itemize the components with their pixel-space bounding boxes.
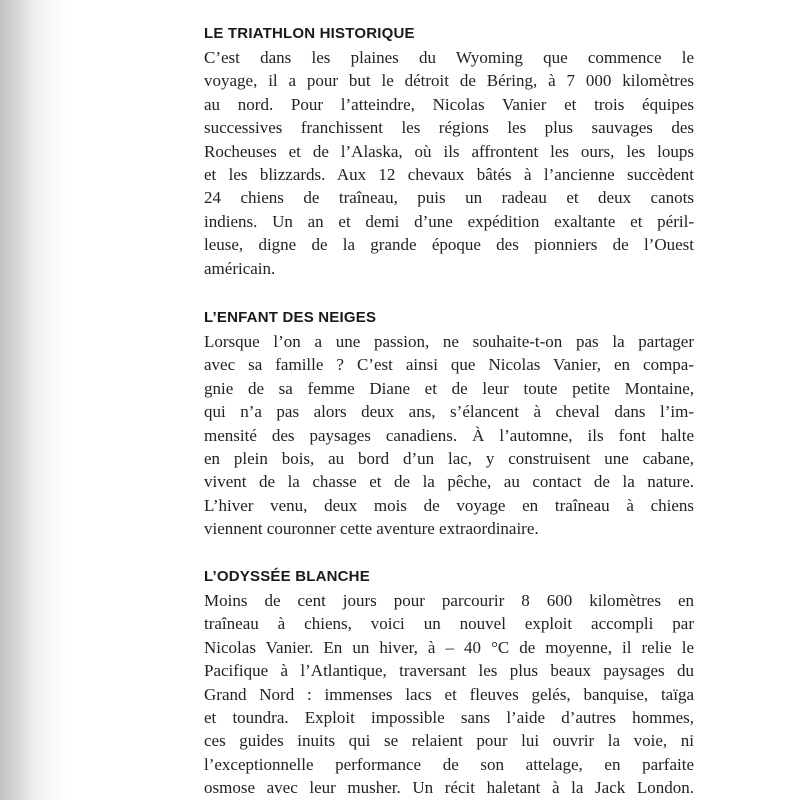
text-line: l’exceptionnelle performance de son attelage, en parfaite <box>204 754 694 774</box>
text-line: indiens. Un an et demi d’une expédition exaltante et péril- <box>204 211 694 231</box>
section-body <box>204 589 694 800</box>
text-line: Moins de cent jours pour parcourir 8 600 kilomètres en <box>204 591 694 610</box>
page-spine-shadow <box>0 0 36 800</box>
text-line: Nicolas Vanier. En un hiver, à – 40 °C de moyenne, il relie le <box>204 637 694 657</box>
section-triathlon-historique <box>204 24 694 280</box>
section-heading: L’ODYSSÉE BLANCHE <box>204 568 370 585</box>
text-line: viennent couronner cette aventure extraordinaire. <box>204 519 539 539</box>
text-line: 24 chiens de traîneau, puis un radeau et deux canots <box>204 188 694 208</box>
text-line: successives franchissent les régions les plus sauvages des <box>204 118 694 138</box>
section-heading: L’ENFANT DES NEIGES <box>204 309 377 326</box>
text-line: et les blizzards. Aux 12 chevaux bâtés à l’ancienne succèdent <box>204 165 694 185</box>
text-line: traîneau à chiens, voici un nouvel exploit accompli par <box>204 614 694 634</box>
text-line: américain. <box>204 258 276 278</box>
text-line: mensité des paysages canadiens. À l’automne, ils font halte <box>204 425 694 445</box>
text-line: Pacifique à l’Atlantique, traversant les plus beaux paysages du <box>204 661 694 681</box>
text-line: osmose avec leur musher. Un récit haletant à la Jack London. <box>204 778 694 798</box>
text-line: qui n’a pas alors deux ans, s’élancent à cheval dans l’im- <box>204 402 694 422</box>
section-enfant-des-neiges <box>204 308 694 541</box>
text-line: Grand Nord : immenses lacs et fleuves gelés, banquise, taïga <box>204 684 694 704</box>
text-line: ces guides inuits qui se relaient pour lui ouvrir la voie, ni <box>204 731 694 751</box>
text-line: et toundra. Exploit impossible sans l’aide d’autres hommes, <box>204 708 694 728</box>
text-line: Lorsque l’on a une passion, ne souhaite-t-on pas la partager <box>204 332 694 351</box>
text-line: L’hiver venu, deux mois de voyage en traîneau à chiens <box>204 495 694 515</box>
text-line: leuse, digne de la grande époque des pionniers de l’Ouest <box>204 235 694 255</box>
text-line: vivent de la chasse et de la pêche, au contact de la nature. <box>204 472 694 492</box>
section-body <box>204 46 694 280</box>
text-line: Rocheuses et de l’Alaska, où ils affrontent les ours, les loups <box>204 141 694 161</box>
section-heading: LE TRIATHLON HISTORIQUE <box>204 25 415 42</box>
text-line: voyage, il a pour but le détroit de Béring, à 7 000 kilomètres <box>204 71 694 91</box>
section-odyssee-blanche <box>204 567 694 800</box>
text-line: au nord. Pour l’atteindre, Nicolas Vanier et trois équipes <box>204 94 694 114</box>
section-body <box>204 330 694 541</box>
text-line: C’est dans les plaines du Wyoming que commence le <box>204 48 694 67</box>
text-line: avec sa famille ? C’est ainsi que Nicolas Vanier, en compa- <box>204 355 694 375</box>
text-line: gnie de sa femme Diane et de leur toute petite Montaine, <box>204 378 694 398</box>
text-line: en plein bois, au bord d’un lac, y construisent une cabane, <box>204 449 694 469</box>
